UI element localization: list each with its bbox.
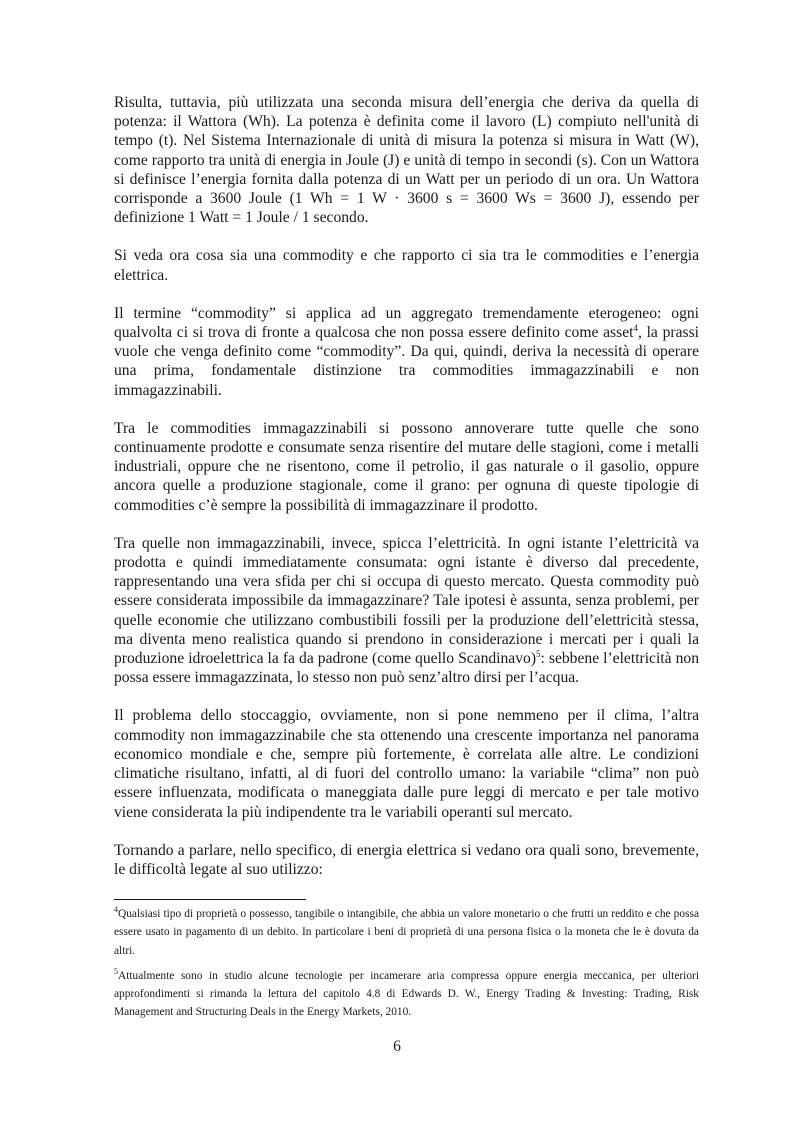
paragraph-wattora: Risulta, tuttavia, più utilizzata una seconda misura dell’energia che deriva da quella di potenza: il Wattora (Wh). La potenza è definita come il lavoro (L) compiuto nell'unità di tempo (t). Nel Sistema Internazionale di unità di misura la potenza si misura in Watt (W), come rapporto tra unità di energia in Joule (J) e unità di tempo in secondi (s). Con un Wattora si definisce l’energia fornita dalla potenza di un Watt per un periodo di un ora. Un Wattora corrisponde a 3600 Joule (1 Wh = 1 W · 3600 s = 3600 Ws = 3600 J), essendo per definizione 1 Watt = 1 Joule / 1 secondo. — [114, 94, 699, 227]
footnote-text: Attualmente sono in studio alcune tecnologie per incamerare aria compressa oppure energia meccanica, per ulteriori approfondimenti si rimanda la lettura del capitolo 4.8 di Edwards D. W., Energy Trading & Investing: Trading, Risk Management and Structuring Deals in the Energy Markets, 2010. — [114, 969, 699, 1019]
paragraph-energy-difficulties: Tornando a parlare, nello specifico, di energia elettrica si vedano ora quali sono, brevemente, le difficoltà legate al suo utilizzo: — [114, 841, 699, 878]
paragraph-commodity-intro: Si veda ora cosa sia una commodity e che rapporto ci sia tra le commodities e l’energia elettrica. — [114, 247, 699, 284]
footnote-ref-5[interactable]: 5 — [536, 648, 541, 659]
footnote-5 — [114, 967, 699, 1022]
body-text — [114, 93, 699, 898]
footnotes — [114, 905, 699, 1029]
paragraph-climate: Il problema dello stoccaggio, ovviamente, non si pone nemmeno per il clima, l’altra commodity non immagazzinabile che sta ottenendo una crescente importanza nel panorama economico mondiale e che, sempre più fortemente, è correlata alle altre. Le condizioni climatiche risultano, infatti, al di fuori del controllo umano: la variabile “clima” non può essere influenzata, modificata o maneggiata dalle pure leggi di mercato e per tale motivo viene considerata la più indipendente tra le variabili operanti sul mercato. — [114, 707, 699, 821]
paragraph-commodity-definition — [114, 304, 699, 400]
footnote-ref-4[interactable]: 4 — [633, 322, 638, 333]
footnote-4 — [114, 905, 699, 960]
paragraph-text-part: , la prassi vuole che venga definito come “commodity”. Da qui, quindi, deriva la necessità di operare una prima, fondamentale distinzione tra commodities immagazzinabili e non immagazzinabili. — [114, 324, 699, 399]
footnote-text: Qualsiasi tipo di proprietà o possesso, tangibile o intangibile, che abbia un valore monetario o che frutti un reddito e che possa essere usato in pagamento di un debito. In particolare i beni di proprietà di una persona fisica o la moneta che le è dovuta da altri. — [114, 908, 699, 957]
paragraph-text-part: Tra quelle non immagazzinabili, invece, spicca l’elettricità. In ogni istante l’elettricità va prodotta e quindi immediatamente consumata: ogni istante è diverso dal precedente, rappresentando una vera sfida per chi si occupa di questo mercato. Questa commodity può essere considerata impossibile da immagazzinare? Tale ipotesi è assunta, senza problemi, per quelle economie che utilizzano combustibili fossili per la produzione dell’elettricità stessa, ma diventa meno realistica quando si prendono in considerazione i mercati per i quali la produzione idroelettrica la fa da padrone (come quello Scandinavo) — [114, 534, 699, 668]
footnote-number: 4 — [114, 905, 118, 915]
paragraph-text-part: Il termine “commodity” si applica ad un aggregato tremendamente eterogeneo: ogni qualvolta ci si trova di fronte a qualcosa che non possa essere definito come asset — [114, 304, 699, 342]
paragraph-text-part: : sebbene l’elettricità non possa essere immagazzinata, lo stesso non può senz’altro dirsi per l’acqua. — [114, 650, 699, 687]
page-number: 6 — [393, 1038, 401, 1055]
paragraph-electricity — [114, 534, 699, 688]
footnote-number: 5 — [114, 967, 118, 977]
footnote-separator — [114, 899, 306, 900]
paragraph-storable-commodities: Tra le commodities immagazzinabili si possono annoverare tutte quelle che sono continuamente prodotte e consumate senza risentire del mutare delle stagioni, come i metalli industriali, oppure che ne risentono, come il petrolio, il gas naturale o il gasolio, oppure ancora quelle a produzione stagionale, come il grano: per ognuna di queste tipologie di commodities c’è sempre la possibilità di immagazzinare il prodotto. — [114, 419, 699, 514]
